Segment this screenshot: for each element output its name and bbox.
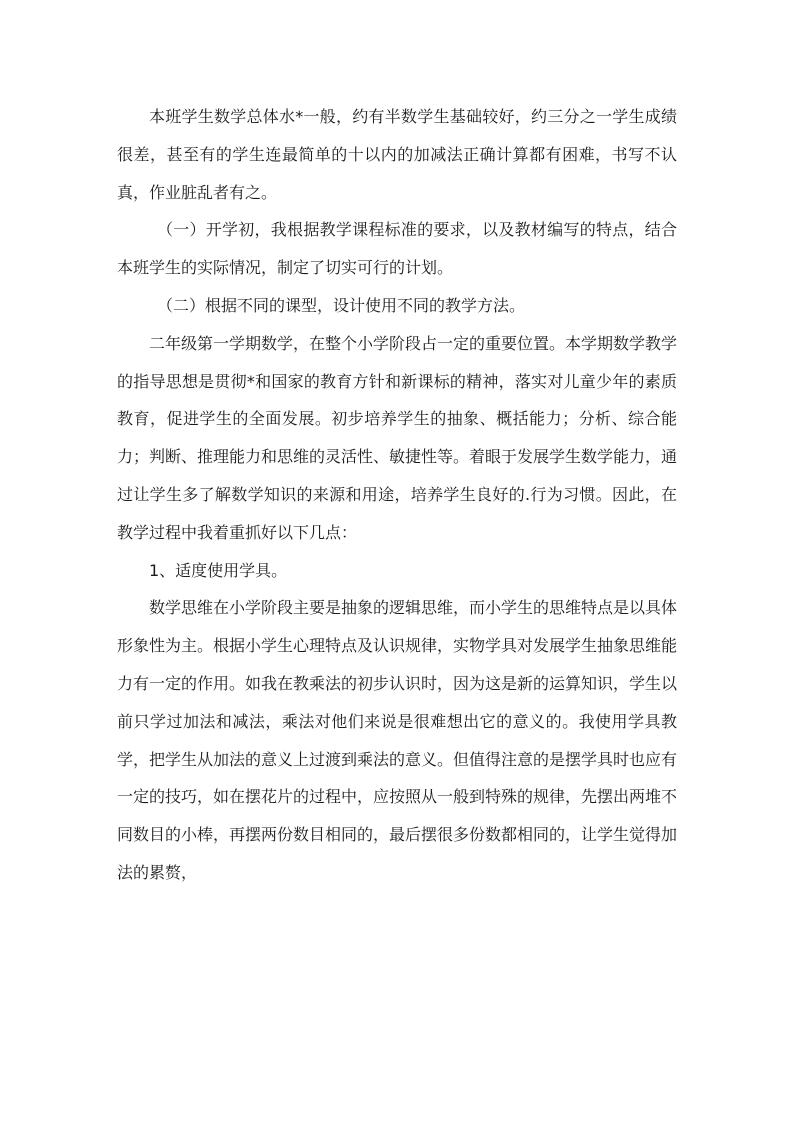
paragraph-class-overview: 本班学生数学总体水*一般，约有半数学生基础较好，约三分之一学生成绩很差，甚至有的学生连最简单的十以内的加减法正确计算都有困难，书写不认真，作业脏乱者有之。 bbox=[117, 107, 677, 202]
paragraph-learning-tools: 数学思维在小学阶段主要是抽象的逻辑思维，而小学生的思维特点是以具体形象性为主。根据小学生心理特点及认识规律，实物学具对发展学生抽象思维能力有一定的作用。如我在教乘法的初步认识时，因为这是新的运算知识，学生以前只学过加法和减法，乘法对他们来说是很难想出它的意义的。我使用学具教学，把学生从加法的意义上过渡到乘法的意义。但值得注意的是摆学具时也应有一定的技巧，如在摆花片的过程中，应按照从一般到特殊的规律，先摆出两堆不同数目的小棒，再摆两份数目相同的，最后摆很多份数都相同的，让学生觉得加法的累赘， bbox=[117, 598, 678, 882]
paragraph-teaching-guideline: 二年级第一学期数学，在整个小学阶段占一定的重要位置。本学期数学教学的指导思想是贯彻*和国家的教育方针和新课标的精神，落实对儿童少年的素质教育，促进学生的全面发展。初步培养学生的抽象、概括能力；分析、综合能力；判断、推理能力和思维的灵活性、敏捷性等。着眼于发展学生数学能力，通过让学生多了解数学知识的来源和用途，培养学生良好的.行为习惯。因此，在教学过程中我着重抓好以下几点： bbox=[117, 333, 678, 542]
paragraph-point-one: （一）开学初，我根据教学课程标准的要求，以及教材编写的特点，结合本班学生的实际情况，制定了切实可行的计划。 bbox=[117, 220, 677, 278]
document-body bbox=[117, 98, 677, 892]
paragraph-item-one-heading: 1、适度使用学具。 bbox=[149, 560, 288, 580]
paragraph-point-two: （二）根据不同的课型，设计使用不同的教学方法。 bbox=[157, 295, 526, 315]
